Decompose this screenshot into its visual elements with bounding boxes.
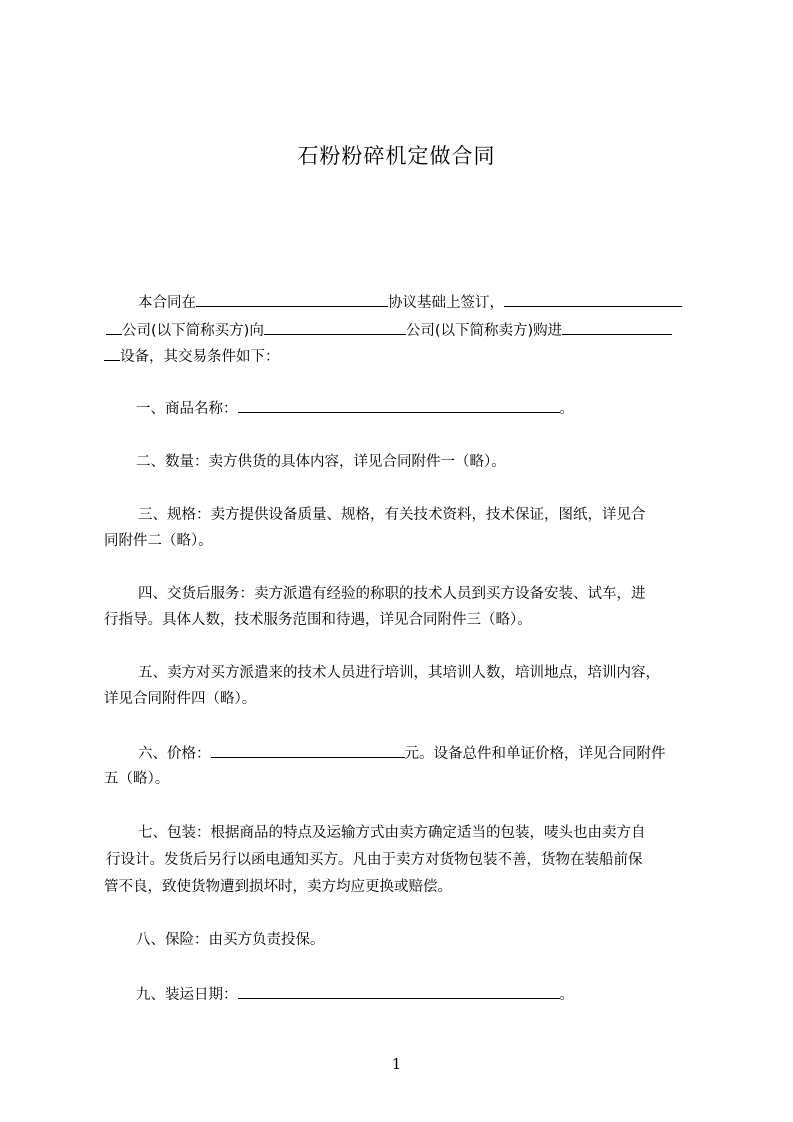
clause-5-line-2: 详见合同附件四（略）。 (104, 691, 257, 707)
clause-6-label: 六、价格： (138, 746, 211, 762)
intro-line-2 (106, 320, 672, 341)
clause-8: 八、保险：由买方负责投保。 (136, 932, 325, 948)
intro-text-2a: 公司(以下简称买方)向 (122, 323, 264, 339)
clause-9-label: 九、装运日期： (136, 987, 238, 1003)
intro-line-1 (138, 292, 682, 313)
buyer-company-blank-cont[interactable] (106, 320, 122, 335)
clause-3-line-1: 三、规格：卖方提供设备质量、规格，有关技术资料，技术保证，图纸，详见合 (138, 507, 646, 523)
clause-7-line-2: 行设计。发货后另行以函电通知买方。凡由于卖方对货物包装不善，货物在装船前保 (106, 852, 643, 868)
product-name-blank[interactable] (238, 398, 560, 413)
seller-company-blank[interactable] (264, 320, 406, 335)
clause-4-line-1: 四、交货后服务：卖方派遣有经验的称职的技术人员到买方设备安装、试车，进 (138, 586, 646, 602)
clause-1-label: 一、商品名称： (136, 401, 238, 417)
intro-text-1a: 本合同在 (138, 295, 196, 311)
page-number: 1 (391, 1055, 402, 1073)
intro-text-3: 设备，其交易条件如下： (120, 349, 280, 365)
clause-1-end: 。 (559, 401, 574, 417)
agreement-blank[interactable] (196, 292, 388, 307)
clause-7-line-1: 七、包装：根据商品的特点及运输方式由卖方确定适当的包装，唛头也由卖方自 (138, 825, 646, 841)
clause-6-text: 元。设备总件和单证价格，详见合同附件 (404, 746, 666, 762)
price-blank[interactable] (211, 743, 405, 758)
clause-3-line-2: 同附件二（略）。 (104, 533, 213, 549)
clause-7-line-3: 管不良，致使货物遭到损坏时，卖方均应更换或赔偿。 (104, 879, 452, 895)
clause-9-end: 。 (559, 987, 574, 1003)
intro-text-2b: 公司(以下简称卖方)购进 (405, 323, 563, 339)
buyer-company-blank[interactable] (504, 292, 682, 307)
equipment-blank[interactable] (562, 320, 672, 335)
clause-2: 二、数量：卖方供货的具体内容，详见合同附件一（略）。 (136, 454, 506, 470)
intro-text-1b: 协议基础上签订， (388, 295, 504, 311)
clause-4-line-2: 行指导。具体人数，技术服务范围和待遇，详见合同附件三（略）。 (104, 612, 532, 628)
clause-5-line-1: 五、卖方对买方派遣来的技术人员进行培训，其培训人数，培训地点，培训内容， (138, 665, 660, 681)
clause-1 (136, 398, 574, 419)
document-title: 石粉粉碎机定做合同 (297, 144, 496, 168)
clause-6-line-2: 五（略）。 (104, 771, 170, 787)
shipment-date-blank[interactable] (238, 984, 560, 999)
clause-9 (136, 984, 574, 1005)
equipment-blank-cont[interactable] (104, 346, 120, 361)
intro-line-3 (104, 346, 280, 367)
clause-6-line-1 (138, 743, 666, 764)
